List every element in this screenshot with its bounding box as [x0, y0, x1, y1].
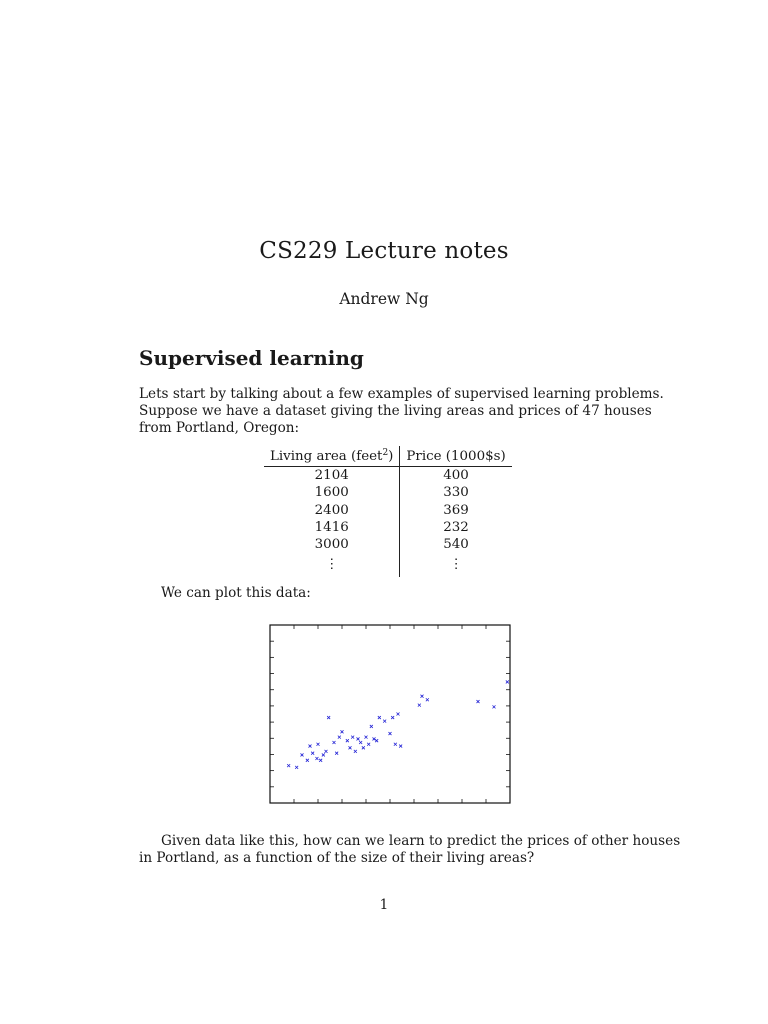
data-point-marker: [370, 725, 373, 728]
cell-area: 1600: [264, 484, 400, 501]
data-point-marker: [362, 746, 365, 749]
intro-line: from Portland, Oregon:: [139, 420, 300, 436]
question-line: in Portland, as a function of the size of their living areas?: [139, 850, 535, 866]
plot-intro-paragraph: [139, 585, 629, 602]
data-point-marker: [375, 739, 378, 742]
data-point-marker: [335, 752, 338, 755]
table-row: [264, 484, 512, 501]
data-point-marker: [378, 716, 381, 719]
table-row: [264, 467, 512, 485]
table-row: [264, 536, 512, 553]
cell-price: 232: [443, 520, 469, 536]
document-title: CS229 Lecture notes: [259, 238, 509, 264]
scatter-plot: [269, 624, 512, 806]
data-point-marker: [383, 720, 386, 723]
data-point-marker: [354, 750, 357, 753]
data-point-marker: [477, 700, 480, 703]
data-point-marker: [295, 766, 298, 769]
cell-price: 400: [443, 468, 469, 484]
table-header-row: [264, 446, 512, 467]
data-point-marker: [333, 741, 336, 744]
data-point-marker: [421, 695, 424, 698]
page-number: 1: [379, 897, 389, 913]
plot-intro-line: We can plot this data:: [161, 585, 311, 601]
data-point-marker: [394, 743, 397, 746]
data-point-marker: [365, 736, 368, 739]
data-point-marker: [338, 736, 341, 739]
data-point-marker: [325, 750, 328, 753]
table-continuation-row: [264, 553, 512, 577]
data-point-marker: [391, 716, 394, 719]
data-point-marker: [311, 752, 314, 755]
intro-line: Lets start by talking about a few examples of supervised learning problems.: [139, 386, 664, 402]
cell-area: 3000: [264, 536, 400, 553]
column-header-price: Price (1000$s): [400, 446, 512, 467]
intro-paragraph: [139, 386, 664, 437]
plot-frame: [270, 625, 510, 803]
data-point-marker: [349, 746, 352, 749]
question-paragraph: [139, 833, 681, 867]
data-point-marker: [357, 737, 360, 740]
cell-price: 540: [443, 537, 469, 553]
table-row: [264, 519, 512, 536]
cell-area: 2400: [264, 502, 400, 519]
tick-marks: [270, 625, 510, 803]
cell-area: 1416: [264, 519, 400, 536]
data-point-marker: [309, 745, 312, 748]
data-point-marker: [397, 713, 400, 716]
data-point-marker: [359, 741, 362, 744]
data-point-marker: [506, 680, 509, 683]
data-point-marker: [287, 764, 290, 767]
cell-price: 369: [443, 502, 469, 518]
data-point-marker: [399, 745, 402, 748]
data-points: [287, 680, 509, 768]
data-point-marker: [426, 698, 429, 701]
scatter-plot-svg: [269, 624, 512, 806]
data-point-marker: [418, 704, 421, 707]
table-row: [264, 502, 512, 519]
data-point-marker: [301, 753, 304, 756]
question-line: Given data like this, how can we learn to predict the prices of other houses: [161, 833, 681, 849]
intro-line: Suppose we have a dataset giving the living areas and prices of 47 houses: [139, 403, 652, 419]
data-point-marker: [319, 759, 322, 762]
data-point-marker: [315, 757, 318, 760]
document-author: Andrew Ng: [339, 290, 429, 308]
section-heading: Supervised learning: [139, 346, 364, 370]
vertical-ellipsis: ⋮: [449, 557, 463, 573]
vertical-ellipsis: ⋮: [264, 553, 400, 577]
column-header-living-area: Living area (feet$^2$): [264, 446, 400, 467]
data-point-marker: [322, 753, 325, 756]
data-point-marker: [367, 743, 370, 746]
data-point-marker: [389, 732, 392, 735]
data-point-marker: [373, 737, 376, 740]
housing-data-table: [264, 446, 512, 577]
data-point-marker: [493, 705, 496, 708]
data-point-marker: [346, 739, 349, 742]
cell-area: 2104: [264, 467, 400, 485]
data-point-marker: [351, 736, 354, 739]
data-point-marker: [306, 759, 309, 762]
data-point-marker: [317, 743, 320, 746]
data-point-marker: [327, 716, 330, 719]
data-point-marker: [341, 730, 344, 733]
cell-price: 330: [443, 485, 469, 501]
